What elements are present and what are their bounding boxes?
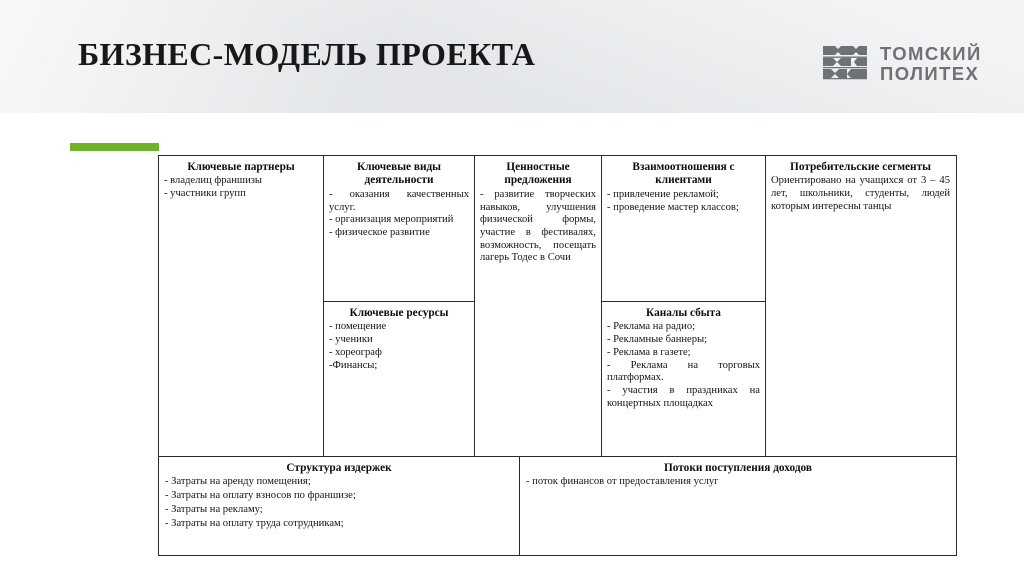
header-band <box>0 0 1024 113</box>
block-body-channels <box>607 321 760 410</box>
column-value-propositions <box>474 156 601 456</box>
block-title-customer-segments: Потребительские сегменты <box>790 161 931 173</box>
cell-value-propositions <box>475 156 601 456</box>
tomsk-polytech-logo-icon <box>821 44 869 84</box>
business-model-canvas-table <box>158 155 957 556</box>
block-body-value-propositions <box>480 189 596 265</box>
list-item: - владелиц франшизы <box>164 175 263 187</box>
list-item: - организация мероприятий <box>329 214 454 226</box>
cell-channels <box>602 301 765 456</box>
list-item: - хореограф <box>329 346 382 358</box>
block-body-cost-structure <box>165 476 513 530</box>
list-item: - ученики <box>329 334 373 346</box>
cell-cost-structure <box>159 457 519 555</box>
block-title-customer-relationships: Взаимоотношения с клиентами <box>632 161 735 187</box>
canvas-top-row <box>159 156 956 456</box>
list-item: - Затраты на оплату труда сотрудникам; <box>165 517 344 529</box>
logo-text-line2: ПОЛИТЕХ <box>880 63 980 84</box>
list-item: - Затраты на оплату взносов по франшизе; <box>165 490 356 502</box>
cell-key-resources <box>324 301 474 456</box>
cell-key-partners <box>159 156 323 456</box>
list-item: - Рекламные баннеры; <box>607 334 708 346</box>
block-body-key-partners <box>164 175 318 200</box>
list-item: - физическое развитие <box>329 226 430 238</box>
block-title-key-resources: Ключевые ресурсы <box>349 307 449 319</box>
list-item: - развитие творческих навыков, улучшения физической формы, участие в фестивалях, возможность, посещать лагерь Тодес в Сочи <box>480 188 596 264</box>
column-customer-relationships <box>601 156 765 456</box>
block-body-key-resources <box>329 321 469 372</box>
list-item: - Реклама на радио; <box>607 321 696 333</box>
block-title-key-partners: Ключевые партнеры <box>187 161 295 173</box>
block-body-key-activities <box>329 189 469 240</box>
list-item: - помещение <box>329 321 387 333</box>
list-item: - Реклама на торговых платформах. <box>607 359 760 384</box>
list-item: - Затраты на аренду помещения; <box>165 476 311 488</box>
page-title: БИЗНЕС-МОДЕЛЬ ПРОЕКТА <box>78 36 536 72</box>
column-key-activities <box>323 156 474 456</box>
list-item: - проведение мастер классов; <box>607 201 739 213</box>
cell-key-activities <box>324 156 474 301</box>
list-item: - участники групп <box>164 188 246 200</box>
cell-revenue-streams <box>519 457 956 555</box>
column-key-partners <box>159 156 323 456</box>
cell-customer-relationships <box>602 156 765 301</box>
block-title-value-propositions: Ценностные предложения <box>504 161 572 187</box>
list-item: - Затраты на рекламу; <box>165 503 263 515</box>
list-item: Ориентировано на учащихся от 3 – 45 лет, школьники, студенты, людей которым интересны танцы <box>771 175 950 212</box>
list-item: - привлечение рекламой; <box>607 188 719 200</box>
list-item: - оказания качественных услуг. <box>329 188 469 213</box>
list-item: - Реклама в газете; <box>607 346 691 358</box>
list-item: - участия в праздниках на концертных площадках <box>607 384 760 409</box>
block-body-revenue-streams <box>526 476 950 489</box>
logo-text-line1: ТОМСКИЙ <box>880 43 982 65</box>
list-item: - поток финансов от предоставления услуг <box>526 476 719 488</box>
block-title-cost-structure: Структура издержек <box>286 462 392 474</box>
block-title-key-activities: Ключевые виды деятельности <box>356 161 442 187</box>
block-title-revenue-streams: Потоки поступления доходов <box>663 462 813 474</box>
list-item: -Финансы; <box>329 359 378 371</box>
accent-dash <box>70 143 159 151</box>
block-body-customer-segments <box>771 175 950 213</box>
canvas-bottom-row <box>159 456 956 555</box>
cell-customer-segments <box>766 156 955 456</box>
block-body-customer-relationships <box>607 189 760 214</box>
column-customer-segments <box>765 156 955 456</box>
logo <box>821 44 982 84</box>
block-title-channels: Каналы сбыта <box>646 307 721 319</box>
